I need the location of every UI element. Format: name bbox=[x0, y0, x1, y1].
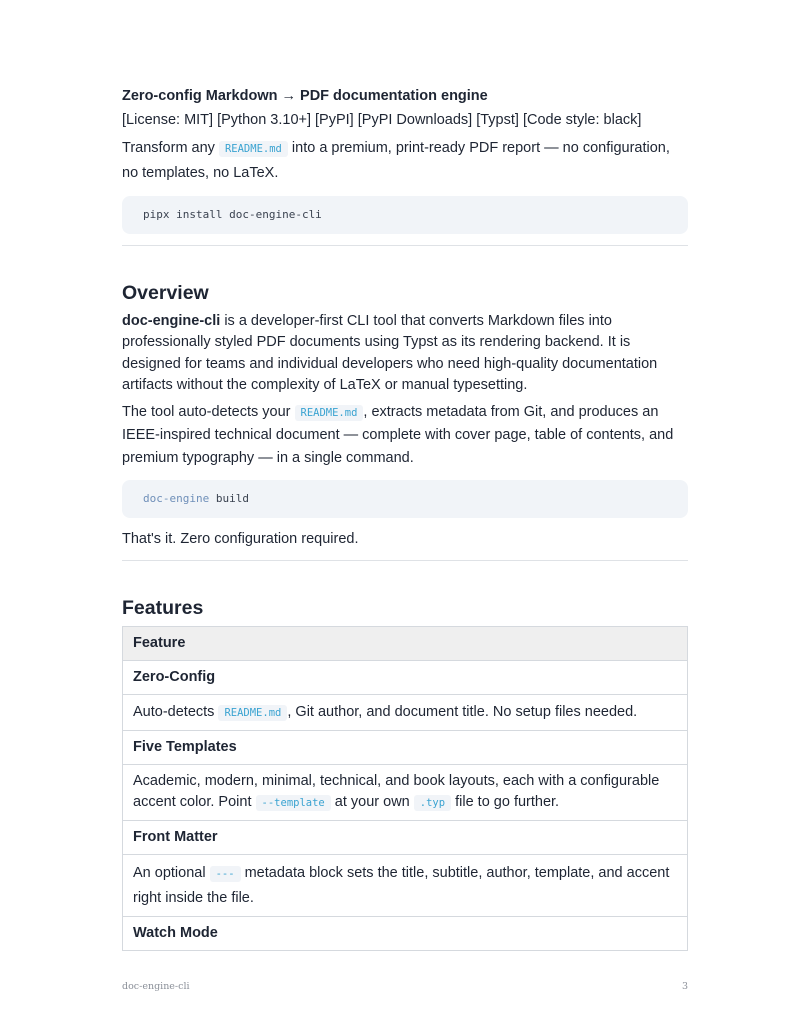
feature-description bbox=[123, 854, 688, 916]
page-footer bbox=[122, 981, 688, 992]
build-command-arg: build bbox=[209, 492, 249, 505]
install-command: pipx install doc-engine-cli bbox=[143, 207, 322, 221]
table-header-row bbox=[123, 626, 688, 660]
intro-text-after: into a premium, print-ready PDF report — no configuration, no templates, no LaTeX. bbox=[122, 139, 670, 181]
features-table bbox=[122, 626, 688, 951]
feature-description bbox=[123, 694, 688, 730]
overview-heading: Overview bbox=[122, 281, 209, 304]
tool-name: doc-engine-cli bbox=[122, 312, 221, 329]
inline-code-readme: README.md bbox=[219, 141, 288, 157]
overview-paragraph-1 bbox=[122, 311, 688, 397]
desc-text: An optional bbox=[133, 864, 206, 881]
desc-text: metadata block sets the title, subtitle, author, template, and accent right inside the file. bbox=[133, 864, 670, 906]
divider bbox=[122, 245, 688, 246]
page-number: 3 bbox=[681, 981, 688, 992]
inline-code-typ: .typ bbox=[414, 795, 451, 811]
document-page bbox=[122, 86, 688, 951]
desc-text: Auto-detects bbox=[133, 703, 215, 720]
table-row bbox=[123, 854, 688, 916]
table-row bbox=[123, 694, 688, 730]
overview-p2-after: , extracts metadata from Git, and produces an IEEE-inspired technical document — complete with cover page, table of contents, and premium typography — in a single command. bbox=[122, 403, 674, 466]
desc-text: at your own bbox=[334, 793, 410, 810]
table-row bbox=[123, 730, 688, 764]
overview-p2-before: The tool auto-detects your bbox=[122, 403, 291, 420]
inline-code-template: --template bbox=[256, 795, 331, 811]
inline-code-dashes: --- bbox=[210, 866, 241, 882]
build-code-block bbox=[122, 480, 688, 518]
build-command-name: doc-engine bbox=[143, 492, 210, 505]
tagline: Zero-config Markdown → PDF documentation engine bbox=[122, 88, 488, 104]
features-section bbox=[122, 596, 688, 951]
intro-paragraph bbox=[122, 136, 688, 185]
feature-description bbox=[123, 764, 688, 820]
inline-code-readme: README.md bbox=[295, 405, 364, 421]
divider bbox=[122, 560, 688, 561]
desc-text: , Git author, and document title. No setup files needed. bbox=[287, 703, 638, 720]
inline-code-readme: README.md bbox=[218, 705, 287, 721]
desc-text: file to go further. bbox=[455, 793, 560, 810]
feature-name: Watch Mode bbox=[123, 916, 688, 950]
feature-name: Front Matter bbox=[123, 820, 688, 854]
overview-section bbox=[122, 281, 688, 561]
overview-paragraph-2 bbox=[122, 401, 688, 470]
badges-line: [License: MIT] [Python 3.10+] [PyPI] [PyPI Downloads] [Typst] [Code style: black] bbox=[122, 112, 642, 128]
table-header-feature: Feature bbox=[123, 626, 688, 660]
features-heading: Features bbox=[122, 596, 204, 619]
intro-text-before: Transform any bbox=[122, 139, 215, 156]
table-row bbox=[123, 916, 688, 950]
desc-text: Academic, modern, minimal, technical, and book layouts, each with a configurable accent color. Point bbox=[133, 772, 660, 810]
table-row bbox=[123, 764, 688, 820]
table-row bbox=[123, 820, 688, 854]
install-code-block bbox=[122, 196, 688, 234]
table-row bbox=[123, 660, 688, 694]
overview-closing: That's it. Zero configuration required. bbox=[122, 531, 359, 547]
feature-name: Zero-Config bbox=[123, 660, 688, 694]
overview-p1-text: is a developer-first CLI tool that converts Markdown files into professionally styled PDF documents using Typst as its rendering backend. It is designed for teams and individual developers who need high-quality documentation artifacts without the complexity of LaTeX or manual typesetting. bbox=[122, 312, 658, 393]
feature-name: Five Templates bbox=[123, 730, 688, 764]
footer-doc-name: doc-engine-cli bbox=[122, 981, 190, 992]
